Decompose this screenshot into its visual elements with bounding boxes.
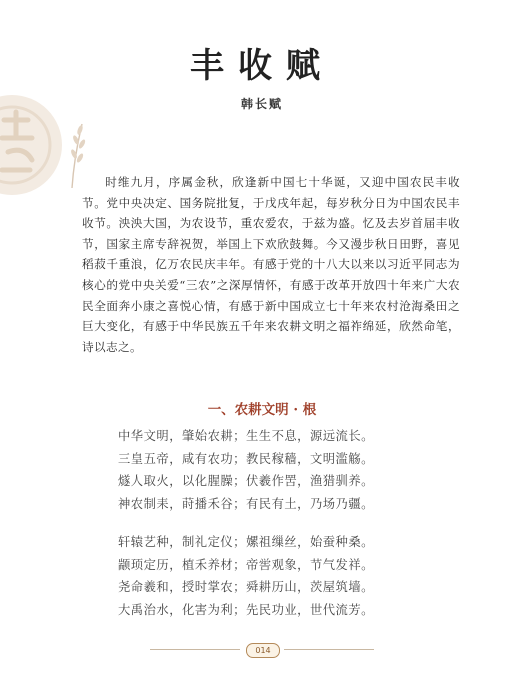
poem-line: 尧命羲和，授时掌农；舜耕历山，茨屋筑墙。 (118, 580, 374, 594)
poem-line: 轩辕艺种，制礼定仪；嫘祖缫丝，始蚕种桑。 (118, 535, 374, 549)
poem-stanza (118, 425, 374, 515)
poem-line: 三皇五帝，咸有农功；教民稼穑，文明滥觞。 (118, 451, 374, 466)
preface-paragraph: 时维九月，序属金秋，欣逢新中国七十华诞，又迎中国农民丰收节。党中央决定、国务院批复，于戊戌年起，每岁秋分日为中国农民丰收节。泱泱大国，为农设节，重农爱农，于兹为盛。忆及去岁首届丰收节，国家主席专辞祝贺，举国上下欢欣鼓舞。今又漫步秋日田野，喜见稻菽千重浪，亿万农民庆丰年。有感于党的十八大以来以习近平同志为核心的党中央关爱“三农”之深厚情怀，有感于改革开放四十年来广大农民全面奔小康之喜悦心情，有感于新中国成立七十年来农村沧海桑田之巨大变化，有感于中华民族五千年来农耕文明之福祚绵延，欣然命笔，诗以志之。 (82, 175, 460, 354)
poem (118, 425, 374, 637)
poem-line: 中华文明，肇始农耕；生生不息，源远流长。 (118, 429, 374, 443)
poem-line: 神农制耒，莳播禾谷；有民有土，乃场乃疆。 (118, 496, 374, 511)
poem-stanza (118, 531, 374, 621)
page-number: 014 (246, 643, 280, 658)
section-heading: 一、农耕文明 · 根 (207, 402, 317, 418)
page-title: 丰收赋 (190, 46, 334, 86)
poem-line: 燧人取火，以化腥臊；伏羲作罟，渔猎驯养。 (118, 474, 374, 488)
footer-divider (150, 649, 240, 650)
preface (82, 172, 460, 357)
poem-line: 大禹治水，化害为利；先民功业，世代流芳。 (118, 602, 374, 617)
page-footer (0, 642, 524, 658)
footer-divider (284, 649, 374, 650)
author-name: 韩长赋 (240, 97, 283, 111)
poem-line: 颛顼定历，植禾养材；帝喾观象，节气发祥。 (118, 557, 374, 572)
